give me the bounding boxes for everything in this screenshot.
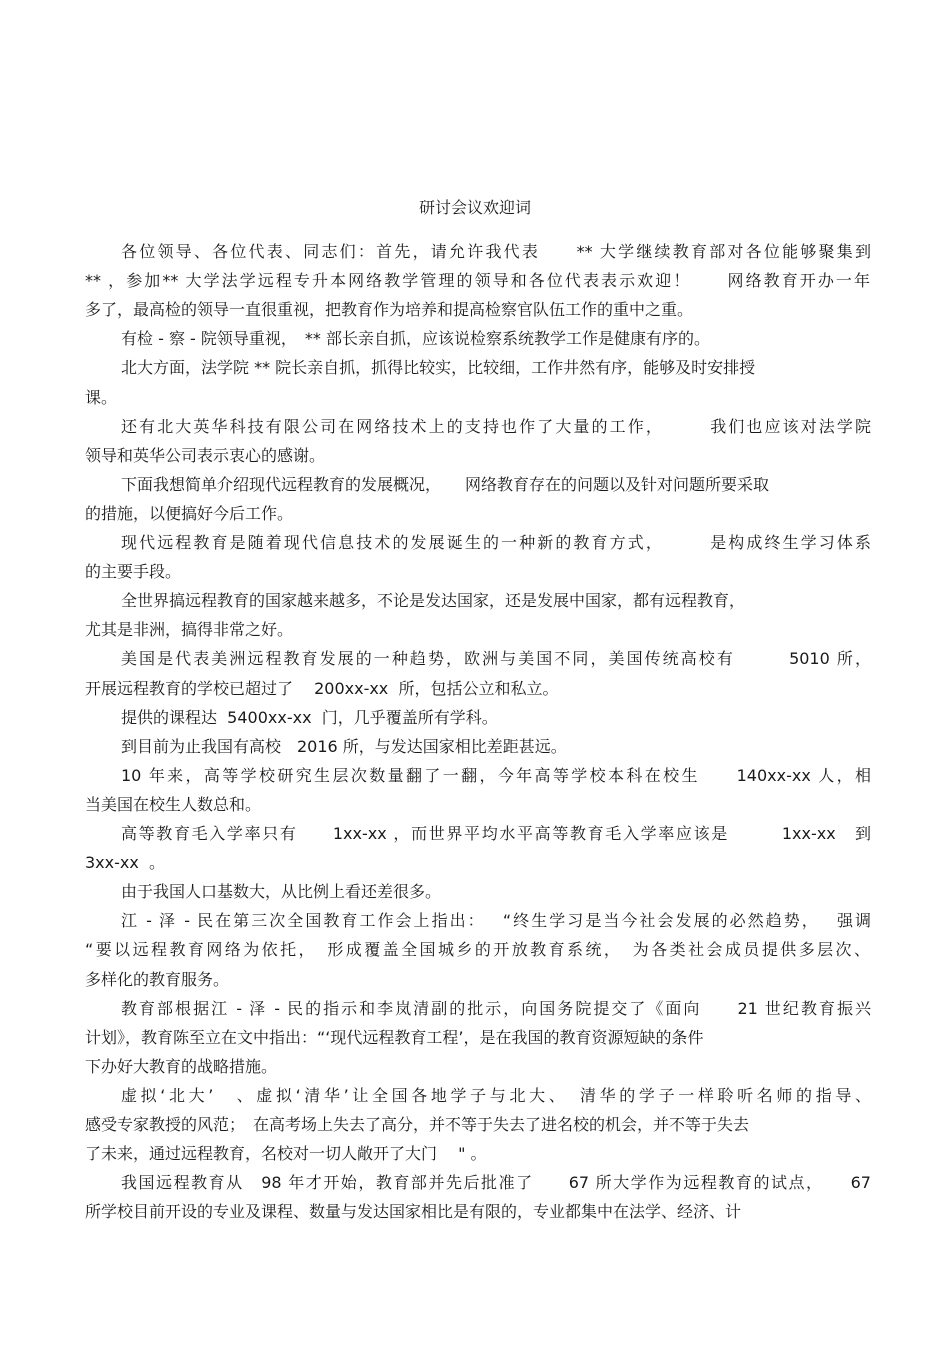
body-line: 下办好大教育的战略措施。 bbox=[85, 1057, 278, 1076]
body-line: 了未来，通过远程教育，名校对一切人敞开了大门 " 。 bbox=[85, 1144, 487, 1163]
body-line: 有检 - 察 - 院领导重视， ** 部长亲自抓，应该说检察系统教学工作是健康有序的。 bbox=[121, 329, 710, 348]
body-line: 虚拟‘北大’ 、虚拟‘清华’让全国各地学子与北大、 清华的学子一样聆听名师的指导、 bbox=[121, 1086, 871, 1105]
body-line: 还有北大英华科技有限公司在网络技术上的支持也作了大量的工作， 我们也应该对法学院 bbox=[121, 417, 871, 436]
body-line: 全世界搞远程教育的国家越来越多，不论是发达国家，还是发展中国家，都有远程教育， bbox=[121, 591, 746, 610]
body-line: 美国是代表美洲远程教育发展的一种趋势，欧洲与美国不同，美国传统高校有 5010 所， bbox=[121, 649, 871, 668]
body-line: 教育部根据江 - 泽 - 民的指示和李岚清副的批示，向国务院提交了《面向 21 世纪教育振兴 bbox=[121, 999, 871, 1018]
body-line: 到目前为止我国有高校 2016 所，与发达国家相比差距甚远。 bbox=[121, 737, 567, 756]
body-line: 多样化的教育服务。 bbox=[85, 970, 230, 989]
body-line: 现代远程教育是随着现代信息技术的发展诞生的一种新的教育方式， 是构成终生学习体系 bbox=[121, 533, 871, 552]
body-line: 领导和英华公司表示衷心的感谢。 bbox=[85, 446, 326, 465]
body-line: 开展远程教育的学校已超过了 200xx-xx 所，包括公立和私立。 bbox=[85, 679, 559, 698]
body-line: 由于我国人口基数大，从比例上看还差很多。 bbox=[121, 882, 442, 901]
body-line: 提供的课程达 5400xx-xx 门，几乎覆盖所有学科。 bbox=[121, 708, 498, 727]
body-line: 多了，最高检的领导一直很重视，把教育作为培养和提高检察官队伍工作的重中之重。 bbox=[85, 300, 694, 319]
body-line: 下面我想简单介绍现代远程教育的发展概况， 网络教育存在的问题以及针对问题所要采取 bbox=[121, 475, 770, 494]
body-line: ** ，参加** 大学法学远程专升本网络教学管理的领导和各位代表表示欢迎！ 网络教育开办一年 bbox=[85, 271, 870, 290]
body-line: 尤其是非洲，搞得非常之好。 bbox=[85, 620, 294, 639]
body-line: 各位领导、各位代表、同志们：首先，请允许我代表 ** 大学继续教育部对各位能够聚集到 bbox=[121, 242, 871, 261]
body-line: “要以远程教育网络为依托， 形成覆盖全国城乡的开放教育系统， 为各类社会成员提供多层次、 bbox=[85, 940, 870, 959]
body-line: 10 年来，高等学校研究生层次数量翻了一翻，今年高等学校本科在校生 140xx-xx 人，相 bbox=[121, 766, 871, 785]
body-line: 的主要手段。 bbox=[85, 562, 182, 581]
body-line: 当美国在校生人数总和。 bbox=[85, 795, 262, 814]
body-line: 3xx-xx 。 bbox=[85, 853, 166, 872]
body-line: 江 - 泽 - 民在第三次全国教育工作会上指出： “终生学习是当今社会发展的必然趋势， 强调 bbox=[121, 911, 871, 930]
body-line: 感受专家教授的风范； 在高考场上失去了高分，并不等于失去了进名校的机会，并不等于失去 bbox=[85, 1115, 750, 1134]
body-line: 所学校目前开设的专业及课程、数量与发达国家相比是有限的，专业都集中在法学、经济、计 bbox=[85, 1202, 742, 1221]
body-line: 高等教育毛入学率只有 1xx-xx ，而世界平均水平高等教育毛入学率应该是 1xx-xx 到 bbox=[121, 824, 871, 843]
body-line: 的措施，以便搞好今后工作。 bbox=[85, 504, 294, 523]
body-line: 我国远程教育从 98 年才开始，教育部并先后批准了 67 所大学作为远程教育的试点， 67 bbox=[121, 1173, 871, 1192]
document-title: 研讨会议欢迎词 bbox=[418, 198, 531, 217]
body-line: 北大方面，法学院 ** 院长亲自抓，抓得比较实，比较细，工作井然有序，能够及时安排授 bbox=[121, 358, 756, 377]
body-line: 计划》，教育陈至立在文中指出：“‘现代远程教育工程’，是在我国的教育资源短缺的条件 bbox=[85, 1028, 704, 1047]
body-line: 课。 bbox=[85, 388, 118, 407]
